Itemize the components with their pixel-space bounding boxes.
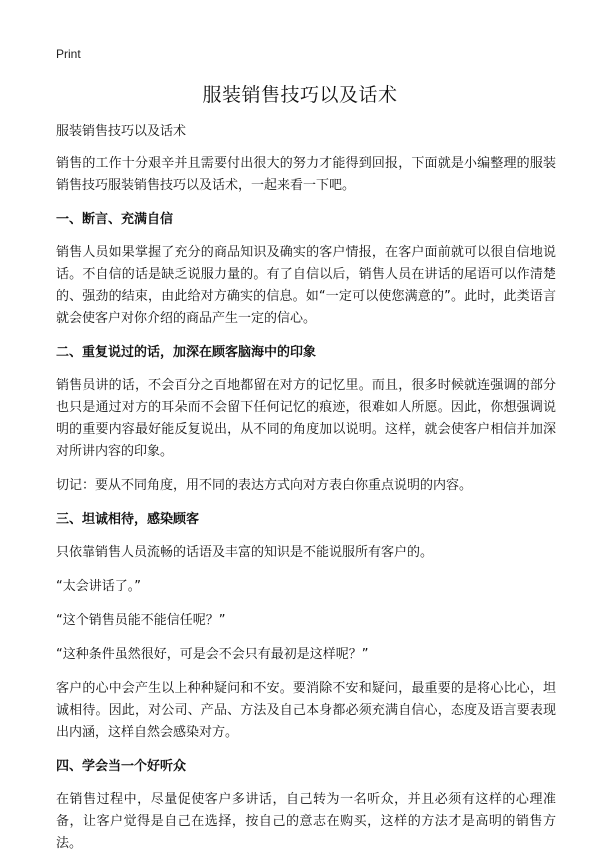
intro-paragraph: 销售的工作十分艰辛并且需要付出很大的努力才能得到回报，下面就是小编整理的服装销售技巧服装销售技巧以及话术，一起来看一下吧。 (56, 156, 556, 193)
section-heading-4: 四、学会当一个好听众 (56, 759, 187, 774)
section-2-paragraph-1: 销售员讲的话，不会百分之百地都留在对方的记忆里。而且，很多时候就连强调的部分也只是通过对方的耳朵而不会留下任何记忆的痕迹，很难如人所愿。因此，你想强调说明的重要内容最好能反复说出，从不同的角度加以说明。这样，就会使客户相信并加深对所讲内容的印象。 (56, 378, 556, 459)
section-4-paragraph: 在销售过程中，尽量促使客户多讲话，自己转为一名听众，并且必须有这样的心理准备，让客户觉得是自己在选择，按自己的意志在购买，这样的方法才是高明的销售方法。 (56, 792, 556, 851)
section-1-paragraph: 销售人员如果掌握了充分的商品知识及确实的客户情报，在客户面前就可以很自信地说话。不自信的话是缺乏说服力量的。有了自信以后，销售人员在讲话的尾语可以作清楚的、强劲的结束，由此给对方确实的信息。如“一定可以使您满意的”。此时，此类语言就会使客户对你介绍的商品产生一定的信心。 (56, 245, 556, 326)
article-subtitle: 服装销售技巧以及话术 (56, 124, 187, 139)
section-heading-3: 三、坦诚相待，感染顾客 (56, 512, 200, 527)
section-3-paragraph-1: 只依靠销售人员流畅的话语及丰富的知识是不能说服所有客户的。 (56, 545, 434, 560)
quote-2: “这个销售员能不能信任呢？” (56, 613, 226, 628)
print-link[interactable]: Print (56, 47, 81, 61)
section-3-paragraph-2: 客户的心中会产生以上种种疑问和不安。要消除不安和疑问，最重要的是将心比心，坦诚相待。因此，对公司、产品、方法及自己本身都必须充满自信心，态度及语言要表现出内涵，这样自然会感染对方。 (56, 681, 556, 740)
quote-1: “太会讲话了。” (56, 579, 141, 594)
section-2-paragraph-2: 切记：要从不同角度，用不同的表达方式向对方表白你重点说明的内容。 (56, 478, 473, 493)
article-body (56, 121, 556, 867)
page-title: 服装销售技巧以及话术 (202, 84, 398, 106)
section-heading-2: 二、重复说过的话，加深在顾客脑海中的印象 (56, 345, 317, 360)
section-heading-1: 一、断言、充满自信 (56, 212, 174, 227)
quote-3: “这种条件虽然很好，可是会不会只有最初是这样呢？” (56, 647, 369, 662)
